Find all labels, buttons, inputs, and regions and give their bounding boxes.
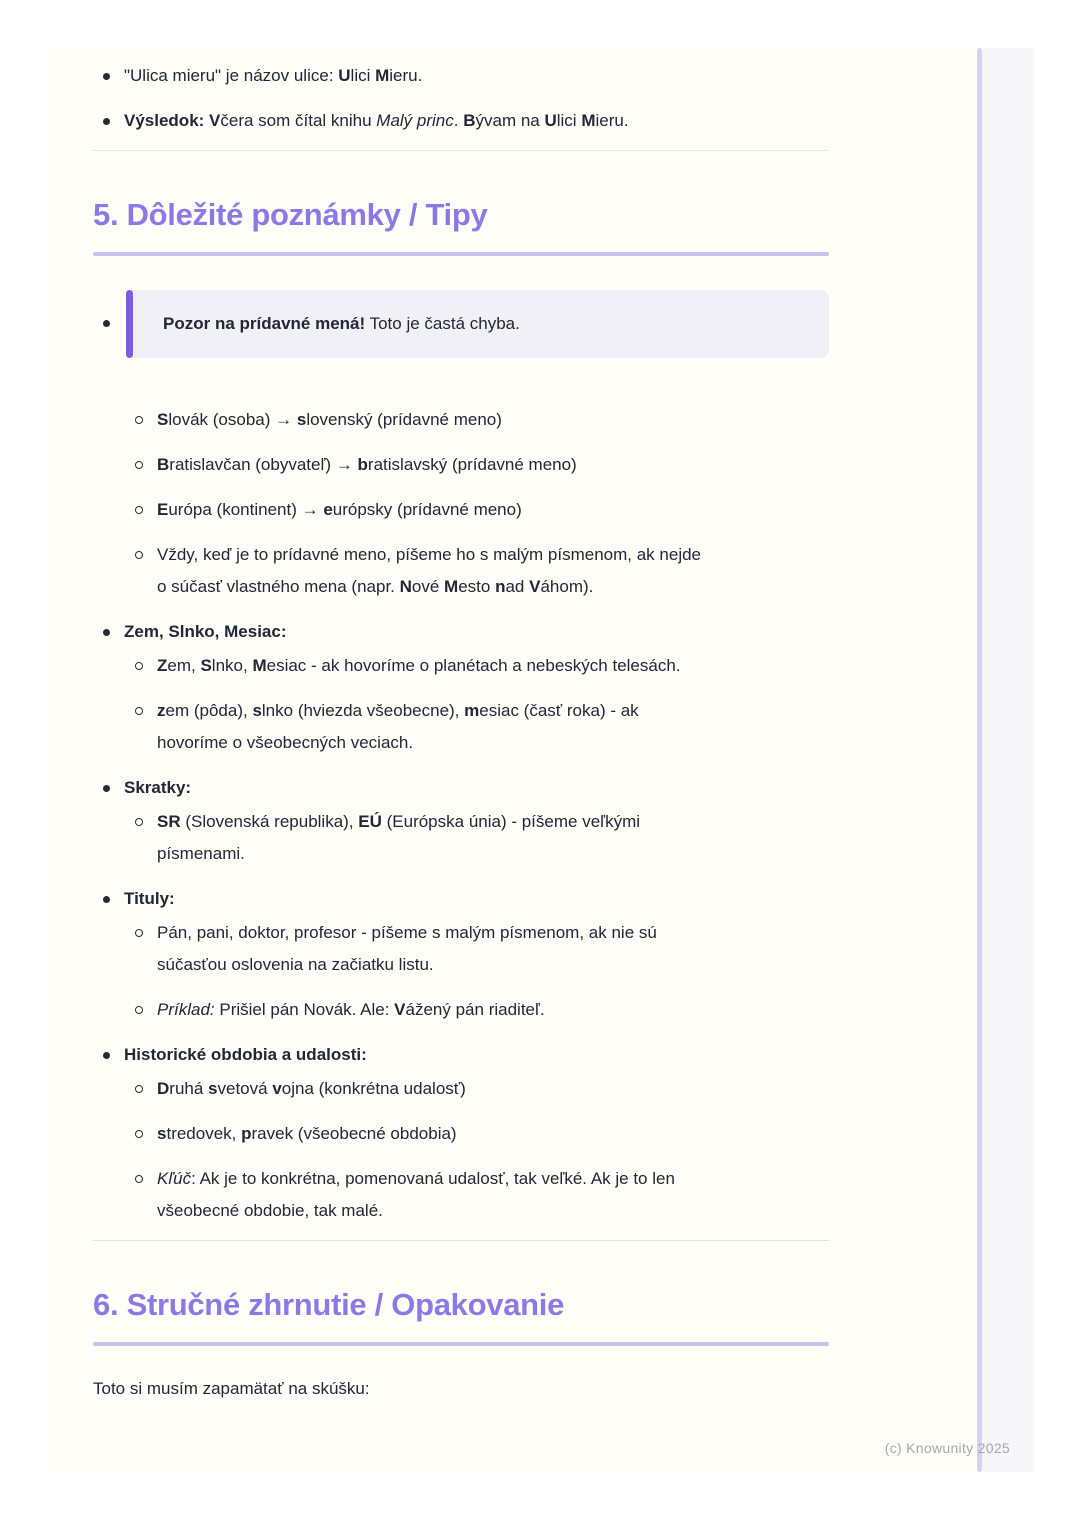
text-segment: s — [208, 1079, 218, 1098]
text-segment: E — [157, 500, 169, 519]
group-sublist — [93, 1073, 829, 1227]
heading-underline — [93, 1342, 829, 1346]
list-item-text — [143, 650, 681, 682]
callout-sublist — [93, 404, 829, 603]
group-sublist — [93, 917, 829, 1026]
warning-callout — [126, 290, 829, 358]
group-sublist — [93, 650, 829, 759]
content-divider — [93, 150, 829, 151]
text-segment: M — [252, 656, 267, 675]
text-segment: tredovek, — [166, 1124, 242, 1143]
text-segment: U — [338, 66, 351, 85]
text-segment: "Ulica mieru" je názov ulice: — [124, 66, 339, 85]
text-segment: Zem, Slnko, Mesiac: — [124, 622, 287, 641]
text-segment: . — [453, 111, 464, 130]
text-segment: Skratky: — [124, 778, 192, 797]
text-segment: esto — [458, 577, 496, 596]
bullet-circle-icon — [135, 1175, 143, 1183]
text-segment: p — [241, 1124, 252, 1143]
bullet-circle-icon — [135, 551, 143, 559]
list-item-text — [143, 695, 639, 759]
text-segment: urópa (kontinent) → — [168, 500, 324, 519]
text-segment: lnko (hviezda všeobecne), — [261, 701, 465, 720]
section6-heading: 6. Stručné zhrnutie / Opakovanie — [93, 1287, 565, 1322]
text-segment: ývam na — [475, 111, 545, 130]
bullet-dot-icon — [103, 320, 110, 327]
list-item — [93, 60, 829, 92]
sub-list-item — [93, 695, 829, 759]
text-segment: Malý princ — [376, 111, 454, 130]
list-item-text — [110, 772, 191, 804]
text-segment: z — [157, 701, 166, 720]
text-segment: o súčasť vlastného mena (napr. — [157, 577, 400, 596]
text-segment: Výsledok: V — [124, 111, 221, 130]
document-page — [48, 48, 977, 1472]
sub-list-item — [93, 917, 829, 981]
list-item-text — [143, 1073, 466, 1105]
text-segment: S — [200, 656, 212, 675]
text-segment: s — [157, 1124, 167, 1143]
list-item-text — [143, 917, 657, 981]
text-segment: ové — [411, 577, 445, 596]
text-segment: M — [444, 577, 459, 596]
bullet-dot-icon — [103, 73, 110, 80]
text-segment: všeobecné obdobie, tak malé. — [157, 1201, 383, 1220]
text-segment: ážený pán riaditeľ. — [405, 1000, 545, 1019]
text-segment: hovoríme o všeobecných veciach. — [157, 733, 414, 752]
text-segment: U — [544, 111, 557, 130]
text-segment: esiac (časť roka) - ak — [479, 701, 639, 720]
sub-list-item — [93, 806, 829, 870]
bullet-dot-icon — [103, 785, 110, 792]
text-segment: V — [394, 1000, 406, 1019]
text-segment: M — [375, 66, 390, 85]
text-segment: vetová — [217, 1079, 273, 1098]
text-segment: ratislavský (prídavné meno) — [367, 455, 577, 474]
list-item-text — [110, 616, 287, 648]
text-segment: Pán, pani, doktor, profesor - píšeme s malým písmenom, ak nie sú — [157, 923, 657, 942]
text-segment: (Slovenská republika), — [180, 812, 359, 831]
text-segment: Historické obdobia a udalosti: — [124, 1045, 367, 1064]
text-segment: písmenami. — [157, 844, 245, 863]
text-segment: s — [252, 701, 262, 720]
sub-list-item — [93, 994, 829, 1026]
text-segment: lovák (osoba) → — [168, 410, 297, 429]
text-segment: v — [272, 1079, 282, 1098]
text-segment: m — [464, 701, 480, 720]
text-segment: Pozor na prídavné mená! — [163, 314, 366, 333]
list-item-text — [110, 60, 422, 92]
group-title-row — [93, 772, 829, 804]
text-segment: : Ak je to konkrétna, pomenovaná udalosť, tak veľké. Ak je to len — [191, 1169, 675, 1188]
text-segment: B — [463, 111, 476, 130]
list-item-text — [110, 105, 629, 137]
text-segment: urópsky (prídavné meno) — [332, 500, 522, 519]
text-segment: n — [495, 577, 506, 596]
bullet-circle-icon — [135, 1085, 143, 1093]
text-segment: EÚ — [358, 812, 382, 831]
sub-list-item — [93, 1073, 829, 1105]
list-item-text — [143, 806, 640, 870]
group-title-row — [93, 883, 829, 915]
bullet-circle-icon — [135, 929, 143, 937]
list-item-text — [143, 449, 577, 481]
sub-list-item — [93, 1163, 829, 1227]
topic-groups — [93, 616, 829, 1227]
bullet-dot-icon — [103, 1052, 110, 1059]
group-sublist — [93, 806, 829, 870]
summary-intro: Toto si musím zapamätať na skúšku: — [93, 1379, 370, 1398]
list-item-text — [143, 994, 545, 1026]
topic-group — [93, 616, 829, 759]
text-segment: áhom). — [540, 577, 594, 596]
topic-group — [93, 1039, 829, 1227]
bullet-circle-icon — [135, 662, 143, 670]
text-segment: em, — [167, 656, 201, 675]
list-item-text — [143, 539, 701, 603]
text-segment: ojna (konkrétna udalosť) — [281, 1079, 466, 1098]
text-segment: s — [296, 410, 307, 429]
sub-list-item — [93, 539, 829, 603]
bullet-circle-icon — [135, 707, 143, 715]
bullet-circle-icon — [135, 506, 143, 514]
text-segment: súčasťou oslovenia na začiatku listu. — [157, 955, 434, 974]
text-segment: D — [157, 1079, 170, 1098]
text-segment: Príklad: — [157, 1000, 215, 1019]
text-segment: lovenský (prídavné meno) — [306, 410, 502, 429]
text-segment: Tituly: — [124, 889, 175, 908]
text-segment: čera som čítal knihu — [220, 111, 377, 130]
text-segment: Vždy, keď je to prídavné meno, píšeme ho s malým písmenom, ak nejde — [157, 545, 701, 564]
bullet-dot-icon — [103, 896, 110, 903]
bullet-circle-icon — [135, 1006, 143, 1014]
heading-underline — [93, 252, 829, 256]
list-item — [93, 105, 829, 137]
list-item-text — [143, 1118, 457, 1150]
text-segment: ieru. — [389, 66, 423, 85]
sub-list-item — [93, 650, 829, 682]
list-item-text — [110, 883, 175, 915]
text-segment: esiac - ak hovoríme o planétach a nebeských telesách. — [266, 656, 681, 675]
bullet-circle-icon — [135, 818, 143, 826]
callout-accent-bar — [126, 290, 133, 358]
list-item-text — [143, 1163, 675, 1227]
list-item-text — [110, 1039, 367, 1071]
callout-text — [163, 311, 805, 337]
topic-group — [93, 772, 829, 870]
sub-list-item — [93, 1118, 829, 1150]
text-segment: em (pôda), — [165, 701, 253, 720]
bullet-dot-icon — [103, 118, 110, 125]
text-segment: ratislavčan (obyvateľ) → — [169, 455, 358, 474]
group-title-row — [93, 616, 829, 648]
content-divider — [93, 1240, 829, 1241]
text-segment: Z — [157, 656, 168, 675]
sub-list-item — [93, 494, 829, 526]
copyright-watermark: (c) Knowunity 2025 — [884, 1440, 1010, 1456]
text-segment: lici — [350, 66, 376, 85]
page-edge-line — [977, 48, 982, 1472]
text-segment: N — [399, 577, 412, 596]
text-segment: V — [529, 577, 541, 596]
bullet-circle-icon — [135, 461, 143, 469]
text-segment: Toto je častá chyba. — [365, 314, 520, 333]
text-segment: M — [581, 111, 596, 130]
bullet-circle-icon — [135, 1130, 143, 1138]
text-segment: b — [357, 455, 368, 474]
text-segment: B — [157, 455, 170, 474]
text-segment: Prišiel pán Novák. Ale: — [214, 1000, 395, 1019]
bullet-circle-icon — [135, 416, 143, 424]
callout-bullet-row — [93, 290, 829, 358]
section5-heading: 5. Dôležité poznámky / Tipy — [93, 197, 488, 232]
list-item-text — [143, 404, 502, 436]
list-item-text — [143, 494, 522, 526]
text-segment: ieru. — [595, 111, 629, 130]
topic-group — [93, 883, 829, 1026]
intro-list — [93, 60, 829, 137]
sub-list-item — [93, 449, 829, 481]
sub-list-item — [93, 404, 829, 436]
text-segment: S — [157, 410, 169, 429]
page-margin-strip — [982, 48, 1034, 1472]
text-segment: (Európska únia) - píšeme veľkými — [381, 812, 641, 831]
text-segment: lnko, — [211, 656, 253, 675]
text-segment: lici — [556, 111, 582, 130]
group-title-row — [93, 1039, 829, 1071]
bullet-dot-icon — [103, 629, 110, 636]
text-segment: SR — [157, 812, 181, 831]
text-segment: e — [323, 500, 333, 519]
text-segment: ad — [505, 577, 530, 596]
text-segment: ruhá — [169, 1079, 209, 1098]
text-segment: Kľúč — [157, 1169, 192, 1188]
text-segment: ravek (všeobecné obdobia) — [251, 1124, 457, 1143]
